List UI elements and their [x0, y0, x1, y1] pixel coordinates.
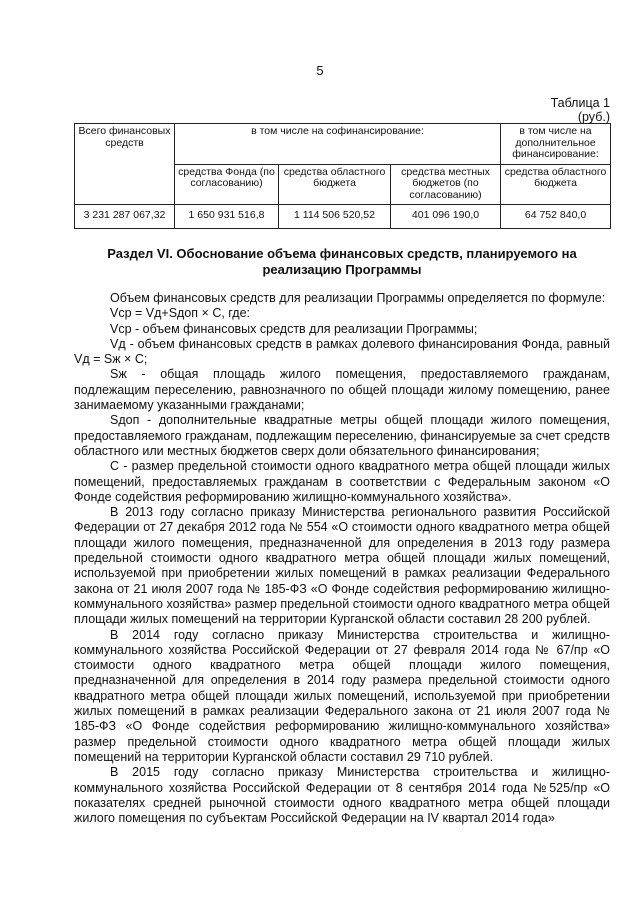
- financing-table: [74, 123, 611, 229]
- header-total: Всего финансовых средств: [75, 124, 175, 205]
- paragraph: Vср = Vд+Sдоп × С, где:: [110, 306, 251, 321]
- table-caption-unit: (руб.): [577, 110, 610, 124]
- paragraph: Sдоп - дополнительные квадратные метры общей площади жилого помещения, предоставляемого гражданам, подлежащим переселению, финансируемые за счет средств областного или местных бюджетов сверх доли обязательного финансирования;: [74, 413, 610, 458]
- body-text: [74, 291, 610, 826]
- cell-total: 3 231 287 067,32: [75, 205, 175, 229]
- paragraph: Объем финансовых средств для реализации Программы определяется по формуле:: [110, 291, 606, 305]
- subheader-fund: средства Фонда (по согласованию): [175, 164, 279, 205]
- paragraph: Vср - объем финансовых средств для реализации Программы;: [110, 321, 478, 336]
- paragraph: В 2014 году согласно приказу Министерства строительства и жилищно-коммунального хозяйства Российской Федерации от 27 февраля 2014 года № 67/пр «О стоимости одного квадратного метра общей площади жилого помещения, предназначенной для определения в 2014 году размера предельной стоимости одного квадратного метра общей площади жилых помещений, используемой при приобретении жилых помещений в рамках реализации Федерального закона от 21 июля 2007 года № 185-ФЗ «О Фонде содействия реформированию жилищно-коммунального хозяйства» размер предельной стоимости одного квадратного метра общей площади жилых помещений на территории Курганской области составил 29 710 рублей.: [74, 627, 610, 764]
- header-cofinancing: в том числе на софинансирование:: [175, 124, 501, 165]
- table-caption: [551, 96, 610, 124]
- section-title: Раздел VI. Обоснование объема финансовых средств, планируемого на реализацию Программы: [107, 246, 577, 277]
- cell-additional: 64 752 840,0: [501, 205, 611, 229]
- table-header-row: [75, 124, 611, 165]
- page-number: 5: [316, 63, 324, 78]
- table-row: [75, 205, 611, 229]
- paragraph: В 2013 году согласно приказу Министерства регионального развития Российской Федерации от 27 декабря 2012 года № 554 «О стоимости одного квадратного метра общей площади жилого помещения, предназначенной для определения в 2013 году размера предельной стоимости одного квадратного метра общей площади жилых помещений, используемой при приобретении жилых помещений в рамках реализации Федерального закона от 21 июля 2007 года № 185-ФЗ «О Фонде содействия реформированию жилищно-коммунального хозяйства» размер предельной стоимости одного квадратного метра общей площади жилых помещений на территории Курганской области составил 28 200 рублей.: [74, 505, 610, 627]
- table-caption-title: Таблица 1: [550, 96, 610, 110]
- cell-regional-budget: 1 114 506 520,52: [279, 205, 391, 229]
- subheader-local-budgets: средства местных бюджетов (по согласованию): [391, 164, 501, 205]
- header-additional: в том числе на дополнительное финансирование:: [501, 124, 611, 165]
- subheader-regional-budget: средства областного бюджета: [279, 164, 391, 205]
- cell-fund: 1 650 931 516,8: [175, 205, 279, 229]
- cell-local-budgets: 401 096 190,0: [391, 205, 501, 229]
- subheader-regional-budget-additional: средства областного бюджета: [501, 164, 611, 205]
- paragraph: Vд - объем финансовых средств в рамках долевого финансирования Фонда, равный Vд = Sж × С;: [74, 336, 610, 367]
- paragraph: В 2015 году согласно приказу Министерства строительства и жилищно-коммунального хозяйства Российской Федерации от 8 сентября 2014 года №525/пр «О показателях средней рыночной стоимости одного квадратного метра общей площади жилого помещения по субъектам Российской Федерации на IV квартал 2014 года»: [74, 765, 610, 826]
- paragraph: С - размер предельной стоимости одного квадратного метра общей площади жилых помещений, предоставляемых гражданам в соответствии с Федеральным законом «О Фонде содействия реформированию жилищно-коммунального хозяйства».: [74, 459, 610, 504]
- paragraph: Sж - общая площадь жилого помещения, предоставляемого гражданам, подлежащим переселению, равнозначного по общей площади жилому помещению, ранее занимаемому указанными гражданами;: [74, 367, 610, 413]
